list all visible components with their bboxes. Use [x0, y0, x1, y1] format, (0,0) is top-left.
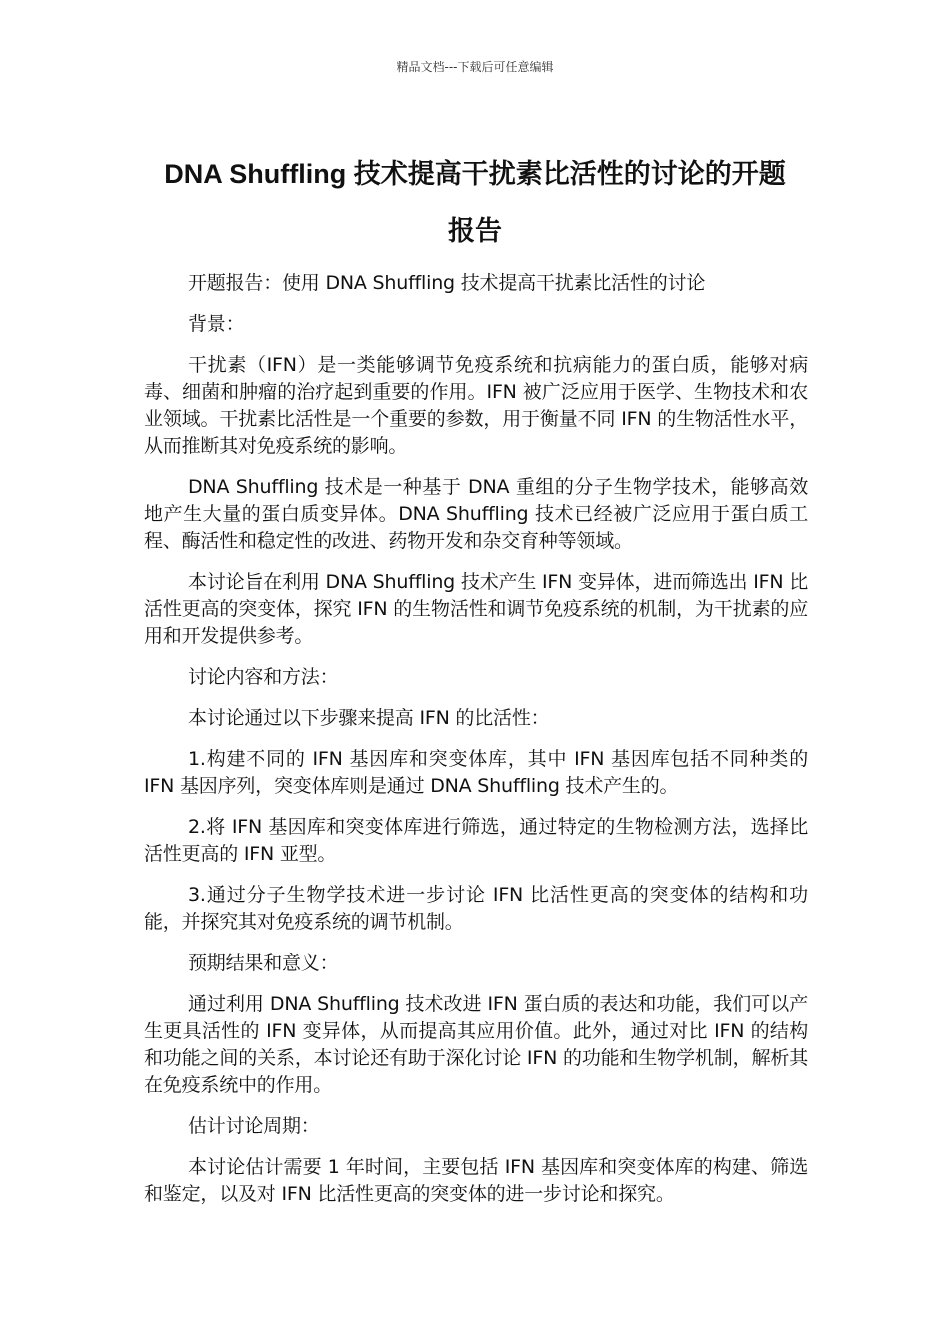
header-note: 精品文档---下载后可任意编辑 — [396, 60, 554, 74]
title-line-1: DNA Shuffling 技术提高干扰素比活性的讨论的开题 — [164, 159, 786, 190]
paragraph-intro: 开题报告：使用 DNA Shuffling 技术提高干扰素比活性的讨论 — [188, 272, 706, 294]
paragraph-timeline: 本讨论估计需要 1 年时间，主要包括 IFN 基因库和突变体库的构建、筛选和鉴定，以及对 IFN 比活性更高的突变体的进一步讨论和探究。 — [144, 1156, 808, 1205]
heading-methods: 讨论内容和方法： — [188, 666, 339, 688]
paragraph-background-2: DNA Shuffling 技术是一种基于 DNA 重组的分子生物学技术，能够高效地产生大量的蛋白质变异体。DNA Shuffling 技术已经被广泛应用于蛋白质工程、酶活性和稳定性的改进、药物开发和杂交育种等领域。 — [144, 476, 808, 552]
title-line-2: 报告 — [448, 216, 502, 247]
paragraph-step-2: 2.将 IFN 基因库和突变体库进行筛选，通过特定的生物检测方法，选择比活性更高的 IFN 亚型。 — [144, 816, 808, 865]
heading-timeline: 估计讨论周期： — [188, 1115, 320, 1137]
paragraph-step-1: 1.构建不同的 IFN 基因库和突变体库，其中 IFN 基因库包括不同种类的 IFN 基因序列，突变体库则是通过 DNA Shuffling 技术产生的。 — [144, 748, 808, 797]
paragraph-step-3: 3.通过分子生物学技术进一步讨论 IFN 比活性更高的突变体的结构和功能，并探究其对免疫系统的调节机制。 — [144, 884, 808, 933]
paragraph-methods-intro: 本讨论通过以下步骤来提高 IFN 的比活性： — [188, 707, 550, 729]
document-body — [144, 270, 808, 1222]
paragraph-expected-results: 通过利用 DNA Shuffling 技术改进 IFN 蛋白质的表达和功能，我们可以产生更具活性的 IFN 变异体，从而提高其应用价值。此外，通过对比 IFN 的结构和功能之间的关系，本讨论还有助于深化讨论 IFN 的功能和生物学机制，解析其在免疫系统中的作用。 — [144, 993, 808, 1096]
document-title — [140, 146, 810, 260]
paragraph-background-1: 干扰素（IFN）是一类能够调节免疫系统和抗病能力的蛋白质，能够对病毒、细菌和肿瘤的治疗起到重要的作用。IFN 被广泛应用于医学、生物技术和农业领域。干扰素比活性是一个重要的参数，用于衡量不同 IFN 的生物活性水平，从而推断其对免疫系统的影响。 — [144, 354, 808, 457]
heading-background: 背景： — [188, 313, 245, 335]
heading-expected-results: 预期结果和意义： — [188, 952, 339, 974]
paragraph-background-3: 本讨论旨在利用 DNA Shuffling 技术产生 IFN 变异体，进而筛选出 IFN 比活性更高的突变体，探究 IFN 的生物活性和调节免疫系统的机制，为干扰素的应用和开发提供参考。 — [144, 571, 808, 647]
